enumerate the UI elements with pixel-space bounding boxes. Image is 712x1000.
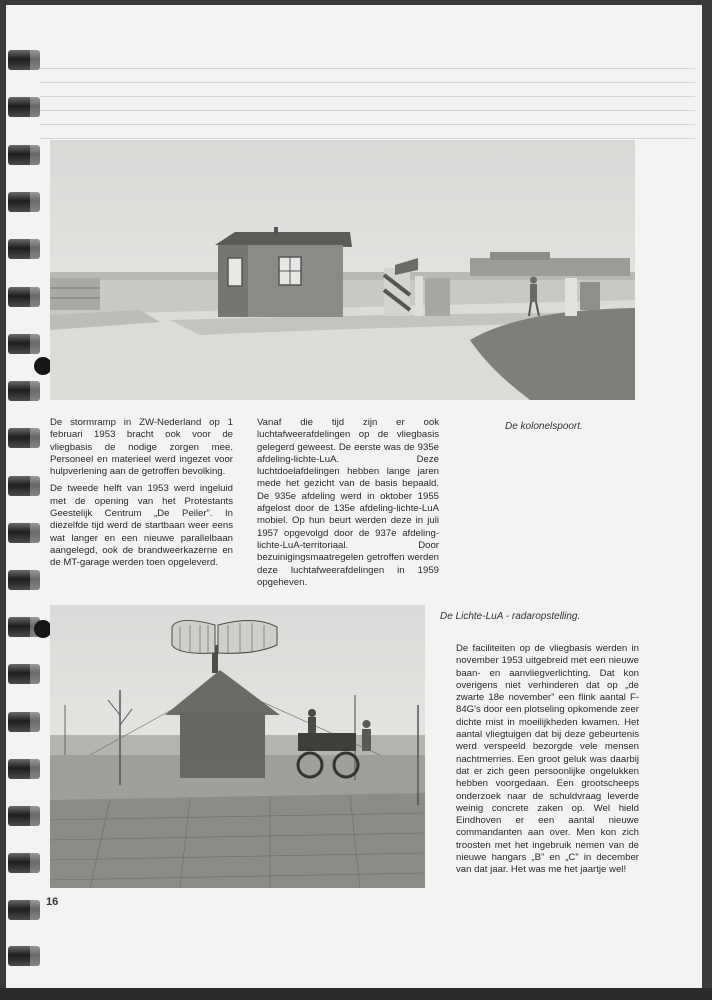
faint-rule: [40, 110, 695, 111]
binding-ring: [8, 570, 40, 590]
binding-ring: [8, 287, 40, 307]
photo-kolonelspoort: [50, 140, 635, 400]
photo-radaropstelling: [50, 605, 425, 888]
faint-rule: [40, 138, 695, 139]
binding-ring: [8, 381, 40, 401]
faint-rule: [40, 124, 695, 125]
text-column-right: [456, 643, 639, 882]
binding-ring: [8, 97, 40, 117]
faint-rule: [40, 96, 695, 97]
paragraph: De stormramp in ZW-Nederland op 1 februari 1953 bracht ook voor de vliegbasis de nodige zorgen mee. Personeel en materieel werd ingezet voor hulpverlening aan de getroffen bevolking.: [50, 417, 233, 478]
binding-ring: [8, 664, 40, 684]
binding-ring: [8, 759, 40, 779]
radar-scene-illustration: [50, 605, 425, 888]
binding-ring: [8, 145, 40, 165]
binding-ring: [8, 476, 40, 496]
gate-scene-illustration: [50, 140, 635, 400]
binding-ring: [8, 946, 40, 966]
binding-ring: [8, 239, 40, 259]
binding-ring: [8, 192, 40, 212]
scan-edge: [0, 988, 712, 1000]
caption-radaropstelling: De Lichte-LuA - radaropstelling.: [440, 611, 581, 622]
page-number: 16: [46, 896, 59, 908]
binding-ring: [8, 712, 40, 732]
binding-ring: [8, 50, 40, 70]
binding-ring: [8, 428, 40, 448]
binding-ring: [8, 523, 40, 543]
paragraph: De tweede helft van 1953 werd ingeluid met de opening van het Protestants Geestelijk Centrum „De Peiler”. In diezelfde tijd werd de startbaan weer eens wat langer en een nieuwe parallelbaan aangelegd, ook de brandweerkazerne en de MT-garage werden toen opgeleverd.: [50, 483, 233, 569]
binding-ring: [8, 853, 40, 873]
paragraph: Vanaf die tijd zijn er ook luchtafweerafdelingen op de vliegbasis gelegerd geweest. De eerste was de 935e afdeling-lichte-LuA. Deze luchtdoelafdelingen hebben lange jaren mede het gezicht van de basis bepaald. De 935e afdeling werd in oktober 1955 afgelost door de 135e afdeling-lichte-LuA mobiel. Op hun beurt werden deze in juli 1957 opgevolgd door de 937e afdeling-lichte-LuA-territoriaal. Door bezuinigingsmaatregelen getroffen werden deze luchtafweerafdelingen in 1959 opgeheven.: [257, 417, 439, 588]
caption-kolonelspoort: De kolonelspoort.: [505, 421, 583, 432]
text-column-middle: [257, 417, 439, 594]
paragraph: De faciliteiten op de vliegbasis werden in november 1953 uitgebreid met een nieuwe baan- en aanvliegverlichting. Dat kon overigens niet verhinderen dat op „de zwarte 18e november” een flink aantal F-84G's door een plotseling opkomende zeer dichte mist in moeilijkheden kwamen. Het aantal vliegtuigen dat bij deze gebeurtenis werd verspeeld bezorgde vele mensen nachtmerries. Een groot geluk was daarbij dat er zich geen persoonlijke ongelukken hebben voorgedaan. Een grootscheeps onderzoek naar de schuldvraag leverde weinig concrete zaken op. Wel hield Eindhoven er een aantal nieuwe commandanten aan over. Men kon zich troosten met het ingebruik nemen van de nieuwe hangars „B” en „C” in december van dat jaar. Het was me het jaartje wel!: [456, 643, 639, 876]
binding-ring: [8, 900, 40, 920]
faint-rule: [40, 82, 695, 83]
text-column-left: [50, 417, 233, 575]
binding-ring: [8, 806, 40, 826]
binding-ring: [8, 334, 40, 354]
faint-rule: [40, 68, 695, 69]
